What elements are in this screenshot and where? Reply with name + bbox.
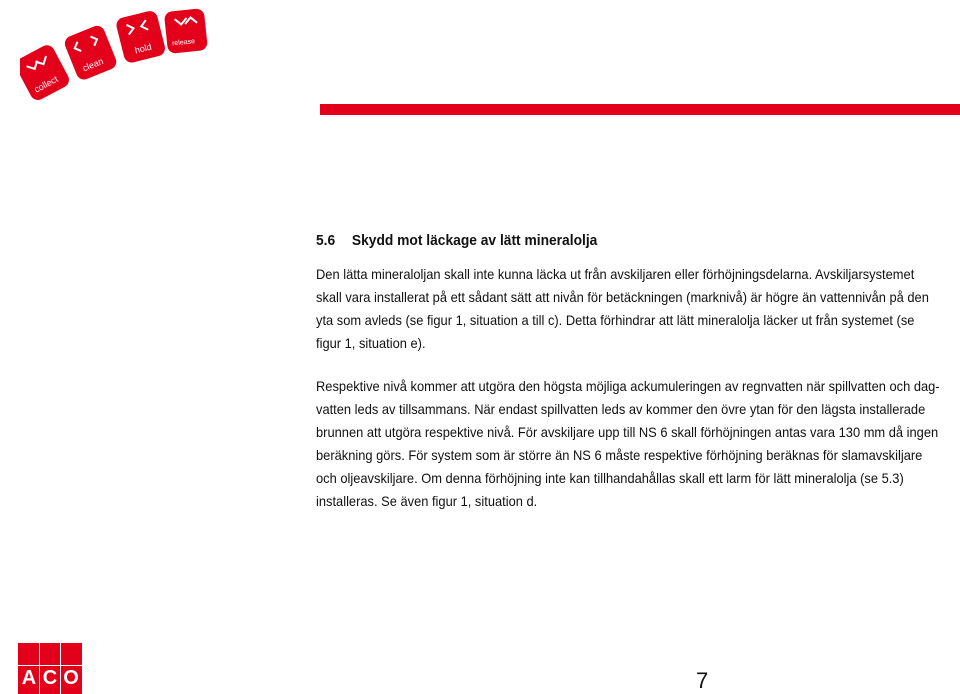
document-body xyxy=(316,232,941,533)
section-number: 5.6 xyxy=(316,232,336,249)
collect-clean-hold-release-logo xyxy=(20,8,210,104)
release-tile-label: release xyxy=(171,38,196,48)
clean-tile-label: clean xyxy=(81,55,105,74)
collect-tile xyxy=(20,42,72,102)
page-number: 7 xyxy=(696,668,709,693)
paragraph-level-requirements: Respektive nivå kommer att utgöra den högsta möjliga ackumuleringen av regnvatten när spillvatten och dag-vatten leds av tillsammans. När endast spillvatten leds av kommer den övre ytan för den lägsta installerade brunnen att utgöra respektive nivå. För avskiljare upp till NS 6 skall förhöjningen antas vara 130 mm då ingen beräkning görs. För system som är större än NS 6 måste respektive förhöjning beräknas för slamavskiljare och oljeavskiljare. Om denna förhöjning inte kan tillhandahållas skall ett larm för lätt mineralolja (se 5.3) installeras. Se även figur 1, situation d. xyxy=(316,378,940,509)
clean-tile xyxy=(62,24,118,82)
hold-tile xyxy=(115,9,167,64)
section-title: Skydd mot läckage av lätt mineralolja xyxy=(351,232,598,249)
hold-tile-label: hold xyxy=(133,41,153,56)
aco-logo-letter-o: O xyxy=(63,667,79,689)
aco-logo-letter-c: C xyxy=(42,667,58,689)
section-heading xyxy=(316,232,891,249)
header-red-band xyxy=(320,104,960,115)
aco-logo-letter-a: A xyxy=(21,667,37,689)
release-tile xyxy=(164,8,208,54)
collect-tile-label: collect xyxy=(32,73,60,95)
aco-logo xyxy=(18,643,82,694)
paragraph-leakage-protection: Den lätta mineraloljan skall inte kunna läcka ut från avskiljaren eller förhöjningsdelarna. Avskiljarsystemet skall vara installerat på ett sådant sätt att nivån för betäckningen (marknivå) är högre än vattennivån på den yta som avleds (se figur 1, situation a till c). Detta förhindrar att lätt mineralolja läcker ut från systemet (se figur 1, situation e). xyxy=(316,266,929,351)
